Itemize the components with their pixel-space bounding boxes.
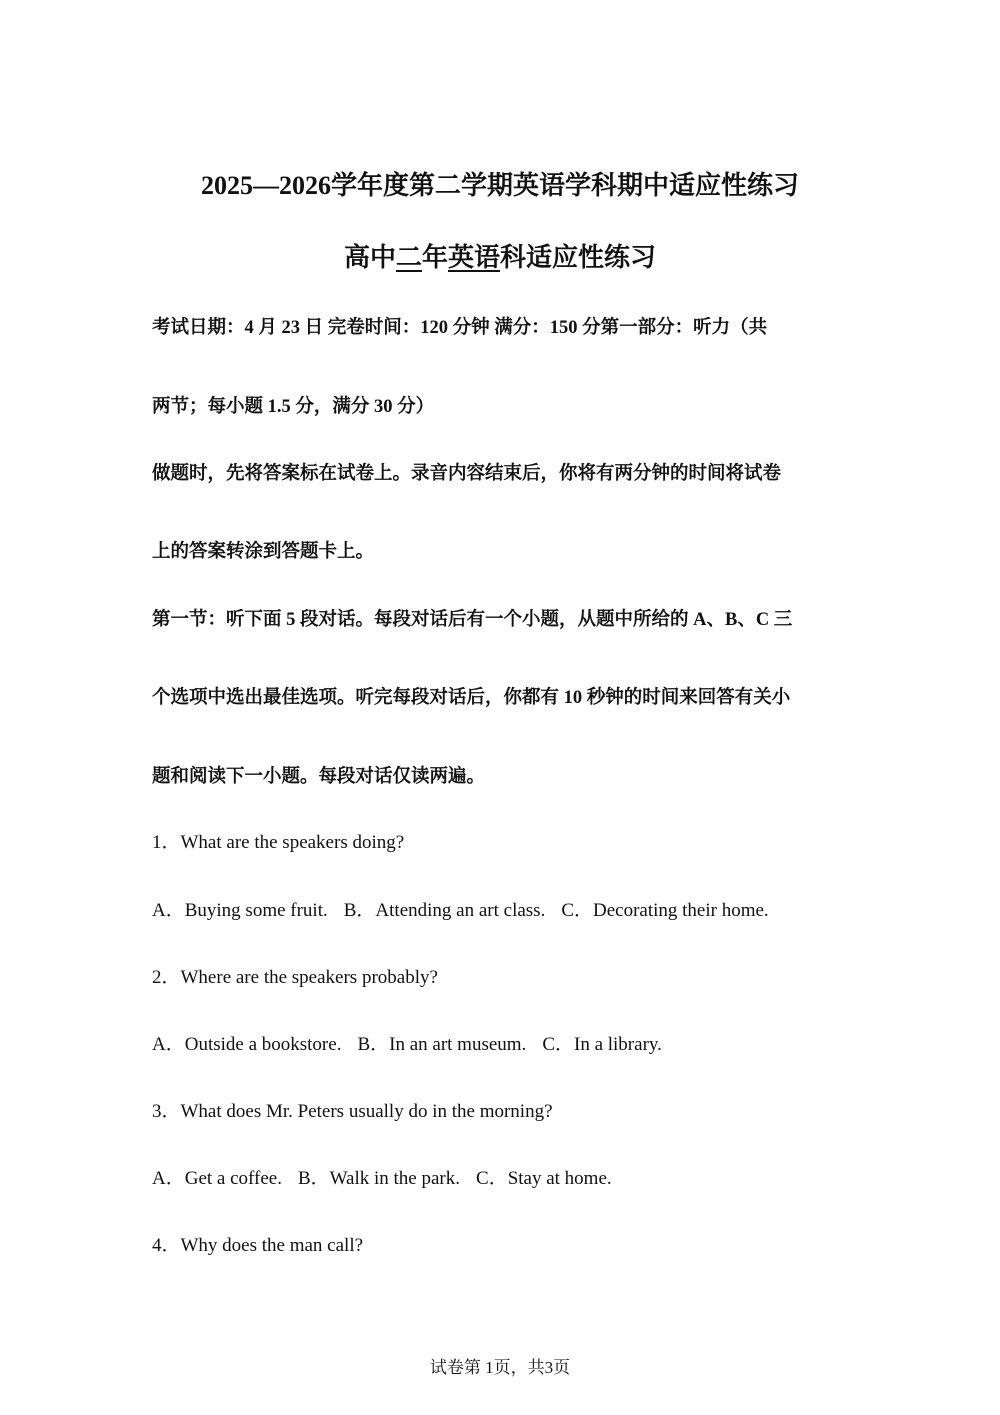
question-1-option-b: B．Attending an art class. (343, 900, 546, 921)
question-1-option-a: A．Buying some fruit. (152, 900, 328, 921)
subtitle-mid: 年 (421, 243, 448, 272)
exam-info-line-1: 考试日期：4 月 23 日 完卷时间：120 分钟 满分：150 分第一部分：听力（共 (152, 318, 768, 338)
question-2-option-a: A．Outside a bookstore. (152, 1034, 342, 1055)
section1-line-1: 第一节：听下面 5 段对话。每段对话后有一个小题，从题中所给的 A、B、C 三 (152, 610, 793, 630)
instructions-line-2: 上的答案转涂到答题卡上。 (152, 542, 375, 562)
question-3-option-a: A．Get a coffee. (152, 1168, 282, 1189)
question-2-option-b: B．In an art museum. (357, 1034, 527, 1055)
exam-title: 2025—2026学年度第二学期英语学科期中适应性练习 (200, 171, 799, 200)
exam-info-line-2: 两节；每小题 1.5 分，满分 30 分） (152, 397, 435, 417)
page-footer: 试卷第 1页，共3页 (429, 1358, 571, 1377)
section1-line-3: 题和阅读下一小题。每段对话仅读两遍。 (152, 767, 486, 787)
question-3-stem: 3．What does Mr. Peters usually do in the morning? (152, 1101, 553, 1122)
question-1-option-c: C．Decorating their home. (561, 900, 769, 921)
question-3-option-c: C．Stay at home. (476, 1168, 612, 1189)
section1-line-2: 个选项中选出最佳选项。听完每段对话后，你都有 10 秒钟的时间来回答有关小 (152, 688, 791, 708)
question-2-stem: 2．Where are the speakers probably? (152, 967, 438, 988)
subtitle-grade: 二 (395, 243, 422, 272)
instructions-line-1: 做题时，先将答案标在试卷上。录音内容结束后，你将有两分钟的时间将试卷 (152, 464, 782, 484)
subtitle-suffix: 科适应性练习 (500, 243, 657, 272)
exam-subtitle (0, 238, 1000, 278)
question-3-option-b: B．Walk in the park. (297, 1168, 461, 1189)
question-1-options (152, 897, 852, 925)
question-2-option-c: C．In a library. (542, 1034, 662, 1055)
subtitle-prefix: 高中 (343, 243, 396, 272)
question-1-stem: 1．What are the speakers doing? (152, 832, 405, 853)
subtitle-subject: 英语 (448, 243, 501, 272)
question-4-stem: 4．Why does the man call? (152, 1235, 364, 1256)
question-3-options (152, 1165, 852, 1193)
question-2-options (152, 1031, 852, 1059)
